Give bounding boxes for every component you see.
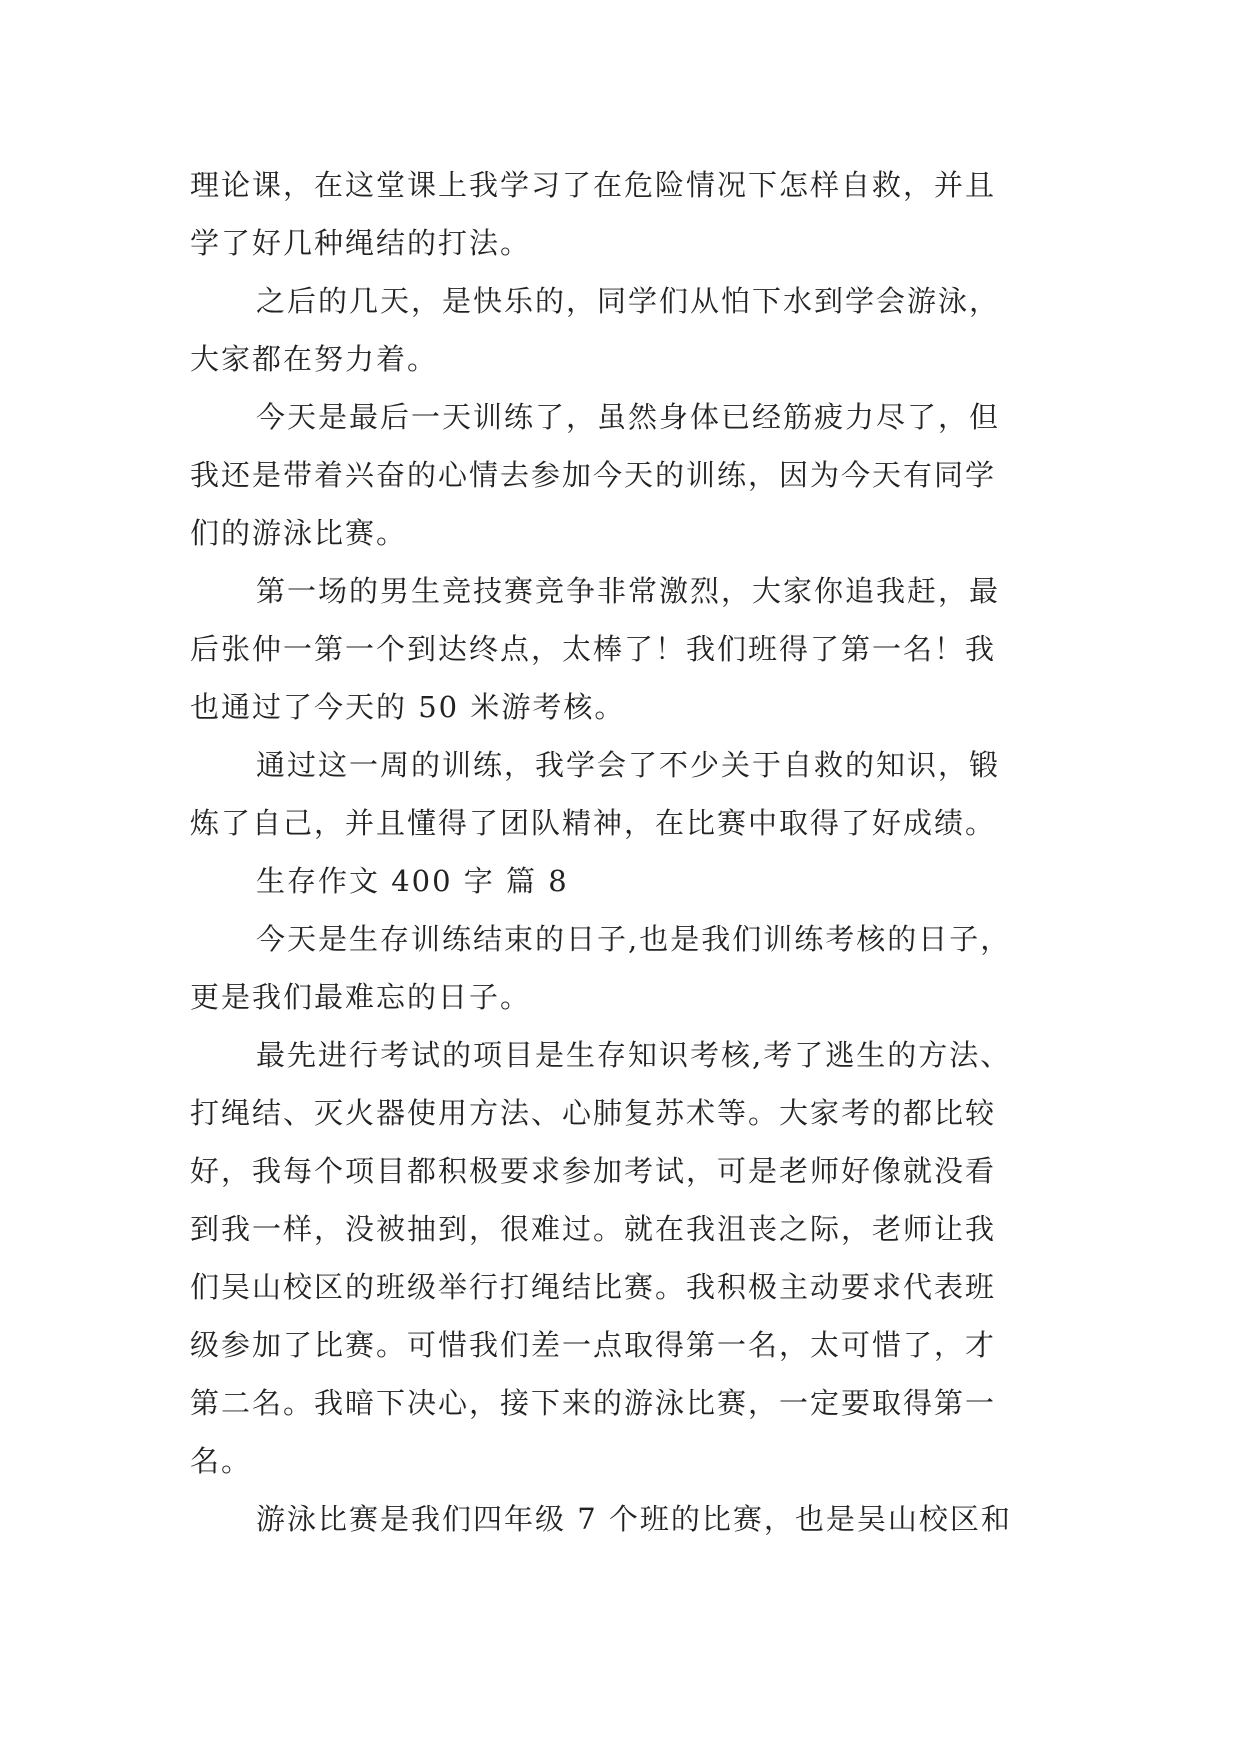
text-line: 到我一样，没被抽到，很难过。就在我沮丧之际，老师让我	[190, 1212, 997, 1246]
text-line: 们的游泳比赛。	[190, 516, 408, 550]
text-line: 学了好几种绳结的打法。	[190, 226, 532, 260]
text-line: 名。	[190, 1444, 253, 1478]
text-line: 好，我每个项目都积极要求参加考试，可是老师好像就没看	[190, 1154, 997, 1188]
text-line: 更是我们最难忘的日子。	[190, 980, 532, 1014]
text-line: 我还是带着兴奋的心情去参加今天的训练，因为今天有同学	[190, 458, 997, 492]
text-line: 打绳结、灭火器使用方法、心肺复苏术等。大家考的都比较	[190, 1096, 997, 1130]
text-line: 级参加了比赛。可惜我们差一点取得第一名，太可惜了，才	[190, 1328, 997, 1362]
text-line: 炼了自己，并且懂得了团队精神，在比赛中取得了好成绩。	[190, 806, 997, 840]
text-line: 理论课，在这堂课上我学习了在危险情况下怎样自救，并且	[190, 168, 997, 202]
paragraph-start-line: 游泳比赛是我们四年级 7 个班的比赛，也是吴山校区和	[256, 1502, 1012, 1536]
text-line: 后张仲一第一个到达终点，太棒了！我们班得了第一名！我	[190, 632, 997, 666]
paragraph-start-line: 第一场的男生竞技赛竞争非常激烈，大家你追我赶，最	[256, 574, 1001, 608]
paragraph-start-line: 今天是生存训练结束的日子,也是我们训练考核的日子，	[256, 922, 1012, 956]
paragraph-start-line: 之后的几天，是快乐的，同学们从怕下水到学会游泳，	[256, 284, 1001, 318]
section-heading: 生存作文 400 字 篇 8	[256, 864, 569, 898]
text-line: 也通过了今天的 50 米游考核。	[190, 690, 626, 724]
text-line: 们吴山校区的班级举行打绳结比赛。我积极主动要求代表班	[190, 1270, 997, 1304]
paragraph-start-line: 最先进行考试的项目是生存知识考核,考了逃生的方法、	[256, 1038, 1012, 1072]
paragraph-start-line: 通过这一周的训练，我学会了不少关于自救的知识，锻	[256, 748, 1001, 782]
document-body	[190, 156, 1052, 1548]
text-line: 第二名。我暗下决心，接下来的游泳比赛，一定要取得第一	[190, 1386, 997, 1420]
paragraph-start-line: 今天是最后一天训练了，虽然身体已经筋疲力尽了，但	[256, 400, 1001, 434]
text-line: 大家都在努力着。	[190, 342, 439, 376]
